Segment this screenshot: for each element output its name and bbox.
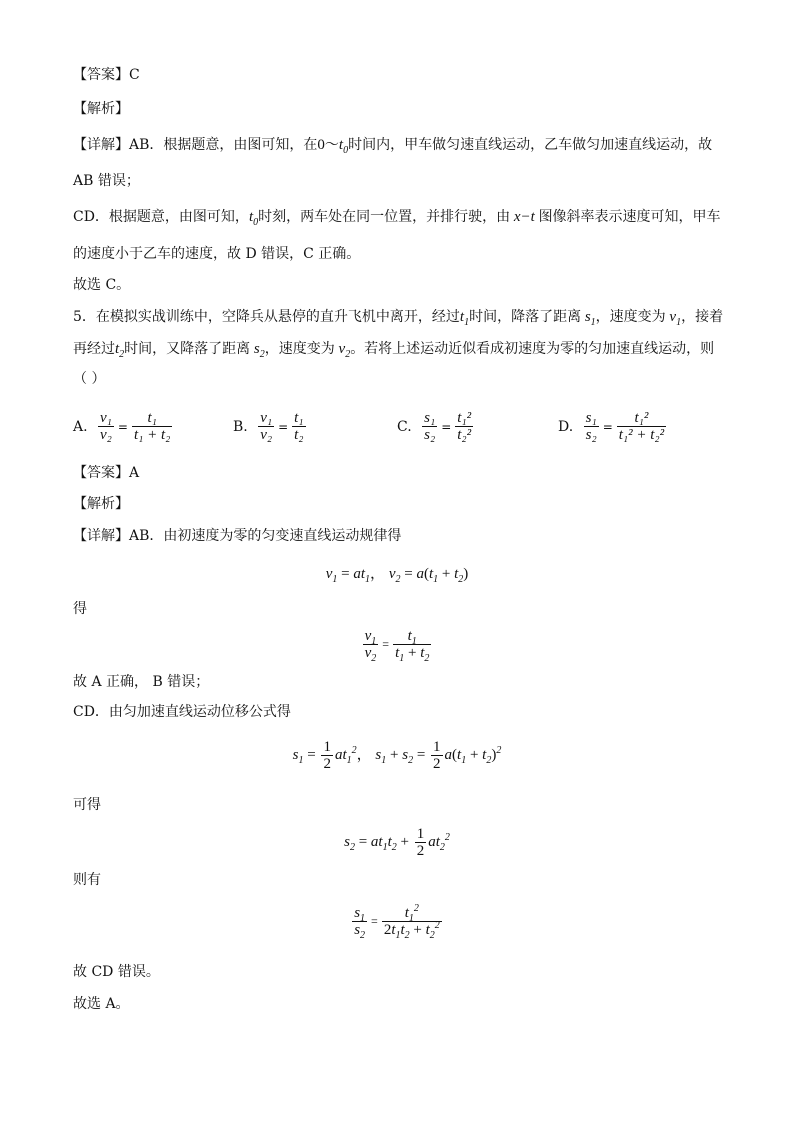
q5-conclusion-ab: 故 A 正确， B 错误； [73, 674, 210, 690]
q5-option-d: D. $\frac{\text{s₁}}{\text{s₂}}$ = $\frac{\text{t₁²}}{\text{t₁² + t₂²}}$ [558, 410, 665, 443]
q5-option-d-lhs-den: s₂ [585, 427, 597, 443]
q5-stem2-text-a: 再经过 [73, 341, 115, 357]
q5-option-b-lhs-den: v₂ [260, 427, 273, 443]
q5-option-b-label: B. [233, 418, 248, 435]
q5-option-d-rhs-num: t₁² [617, 410, 666, 427]
q5-stem-line2: 再经过$t_2$时间，又降落了距离 $s_2$，速度变为 $v_2$。若将上述运动近似看成初速度为零的匀加速直线运动，则 [73, 341, 715, 360]
q5-stem2-text-d: 。若将上述运动近似看成初速度为零的匀加速直线运动，则 [350, 341, 715, 357]
q4-detail-line2: AB 错误； [73, 173, 140, 189]
q5-option-a-label: A. [73, 418, 88, 435]
q5-option-a-rhs-den: t₁ + t₂ [133, 427, 171, 443]
q4-choose: 故选 C。 [73, 277, 131, 293]
q4-cd-line1: CD．根据题意，由图可知，$t_0$时刻，两车处在同一位置，并排行驶，由 x−t 图像斜率表示速度可知，甲车 [73, 209, 721, 228]
q5-stem2-text-c: ，速度变为 [264, 341, 335, 357]
q5-analysis-heading: 【解析】 [73, 496, 129, 512]
q5-option-c-rhs-num: t₁² [457, 410, 472, 426]
q4-cd-text-c: 图像斜率表示速度可知，甲车 [538, 209, 721, 225]
q4-detail-text-a: 【详解】AB．根据题意，由图可知，在 [73, 137, 318, 153]
q5-option-c-rhs-den: t₂² [457, 427, 472, 443]
q5-de: 得 [73, 601, 87, 617]
q5-paren: （ ） [73, 371, 106, 387]
q5-option-b: B. $\frac{\text{v₁}}{\text{v₂}}$ = $\frac{\text{t₁}}{\text{t₂}}$ [233, 410, 304, 443]
q5-option-c: C. $\frac{\text{s₁}}{\text{s₂}}$ = $\frac{\text{t₁²}}{\text{t₂²}}$ [397, 410, 472, 443]
q5-formula-s2: $s_2 = at_1t_2$ + $\frac{1}{2}$ $at_2^2$ [344, 826, 450, 859]
q5-stem2-text-b: 时间，又降落了距离 [124, 341, 251, 357]
q5-formula-velocities: $v_1 = at_1$， $v_2 = a(t_1 + t_2)$ [325, 566, 469, 585]
q5-stem-text-a: 5．在模拟实战训练中，空降兵从悬停的直升飞机中离开，经过 [73, 309, 460, 325]
q5-formula-displacement: $s_1$ = $\frac{1}{2}$ $at_1^2$， $s_1 + s_2$ = $\frac{1}{2}$ $a(t_1 + t_2)^2$ [292, 739, 502, 772]
q5-option-a-lhs-num: v₁ [100, 410, 112, 426]
q5-option-c-lhs-den: s₂ [424, 427, 436, 443]
q5-option-c-label: C. [397, 418, 412, 435]
q5-cd-intro: CD．由匀加速直线运动位移公式得 [73, 704, 291, 720]
q4-cd-text-a: CD．根据题意，由图可知， [73, 209, 249, 225]
q4-detail-line1: 【详解】AB．根据题意，由图可知，在$0\sim t_0$时间内，甲车做匀速直线运动，乙车做匀加速直线运动，故 [73, 137, 713, 156]
q5-option-b-rhs-num: t₁ [294, 410, 304, 426]
q5-option-d-label: D. [558, 418, 574, 435]
q5-formula-ratio-v: $\frac{v_1}{v_2}$ = $\frac{t_1}{t_1 + t_2}$ [364, 628, 430, 664]
q5-zeyou: 则有 [73, 872, 101, 888]
q4-cd-line2: 的速度小于乙车的速度，故 D 错误，C 正确。 [73, 246, 361, 262]
q4-analysis-heading: 【解析】 [73, 101, 129, 117]
q5-stem-text-b: 时间，降落了距离 [469, 309, 582, 325]
q5-option-b-rhs-den: t₂ [294, 427, 304, 443]
q5-option-a-rhs-num: t₁ [132, 410, 172, 427]
q5-stem-line1: 5．在模拟实战训练中，空降兵从悬停的直升飞机中离开，经过$t_1$时间，降落了距离 $s_1$，速度变为 $v_1$，接着 [73, 309, 724, 328]
q5-formula-ratio-s: $\frac{s_1}{s_2}$ = $\frac{t_1^2}{2t_1t_2 + t_2^2}$ [354, 903, 440, 941]
q4-detail-text-b: 时间内，甲车做匀速直线运动，乙车做匀加速直线运动，故 [348, 137, 713, 153]
q5-option-c-lhs-num: s₁ [424, 410, 436, 426]
q4-answer: 【答案】C [73, 67, 140, 83]
q5-option-d-lhs-num: s₁ [585, 410, 597, 426]
q4-cd-text-b: 时刻，两车处在同一位置，并排行驶，由 [258, 209, 511, 225]
q5-option-a: A. $\frac{\text{v₁}}{\text{v₂}}$ = $\frac{\text{t₁}}{\text{t₁ + t₂}}$ [73, 410, 171, 443]
q5-conclusion-cd: 故 CD 错误。 [73, 964, 160, 980]
q5-detail: 【详解】AB．由初速度为零的匀变速直线运动规律得 [73, 528, 402, 544]
q5-answer: 【答案】A [73, 465, 140, 481]
q5-option-d-rhs-den: t₁² + t₂² [618, 427, 665, 443]
q5-option-a-lhs-den: v₂ [100, 427, 112, 443]
q5-option-b-lhs-num: v₁ [260, 410, 273, 426]
q5-kede: 可得 [73, 797, 101, 813]
q5-choose: 故选 A。 [73, 996, 130, 1012]
q5-stem-text-c: ，速度变为 [595, 309, 666, 325]
q5-stem-text-d: ，接着 [681, 309, 724, 325]
